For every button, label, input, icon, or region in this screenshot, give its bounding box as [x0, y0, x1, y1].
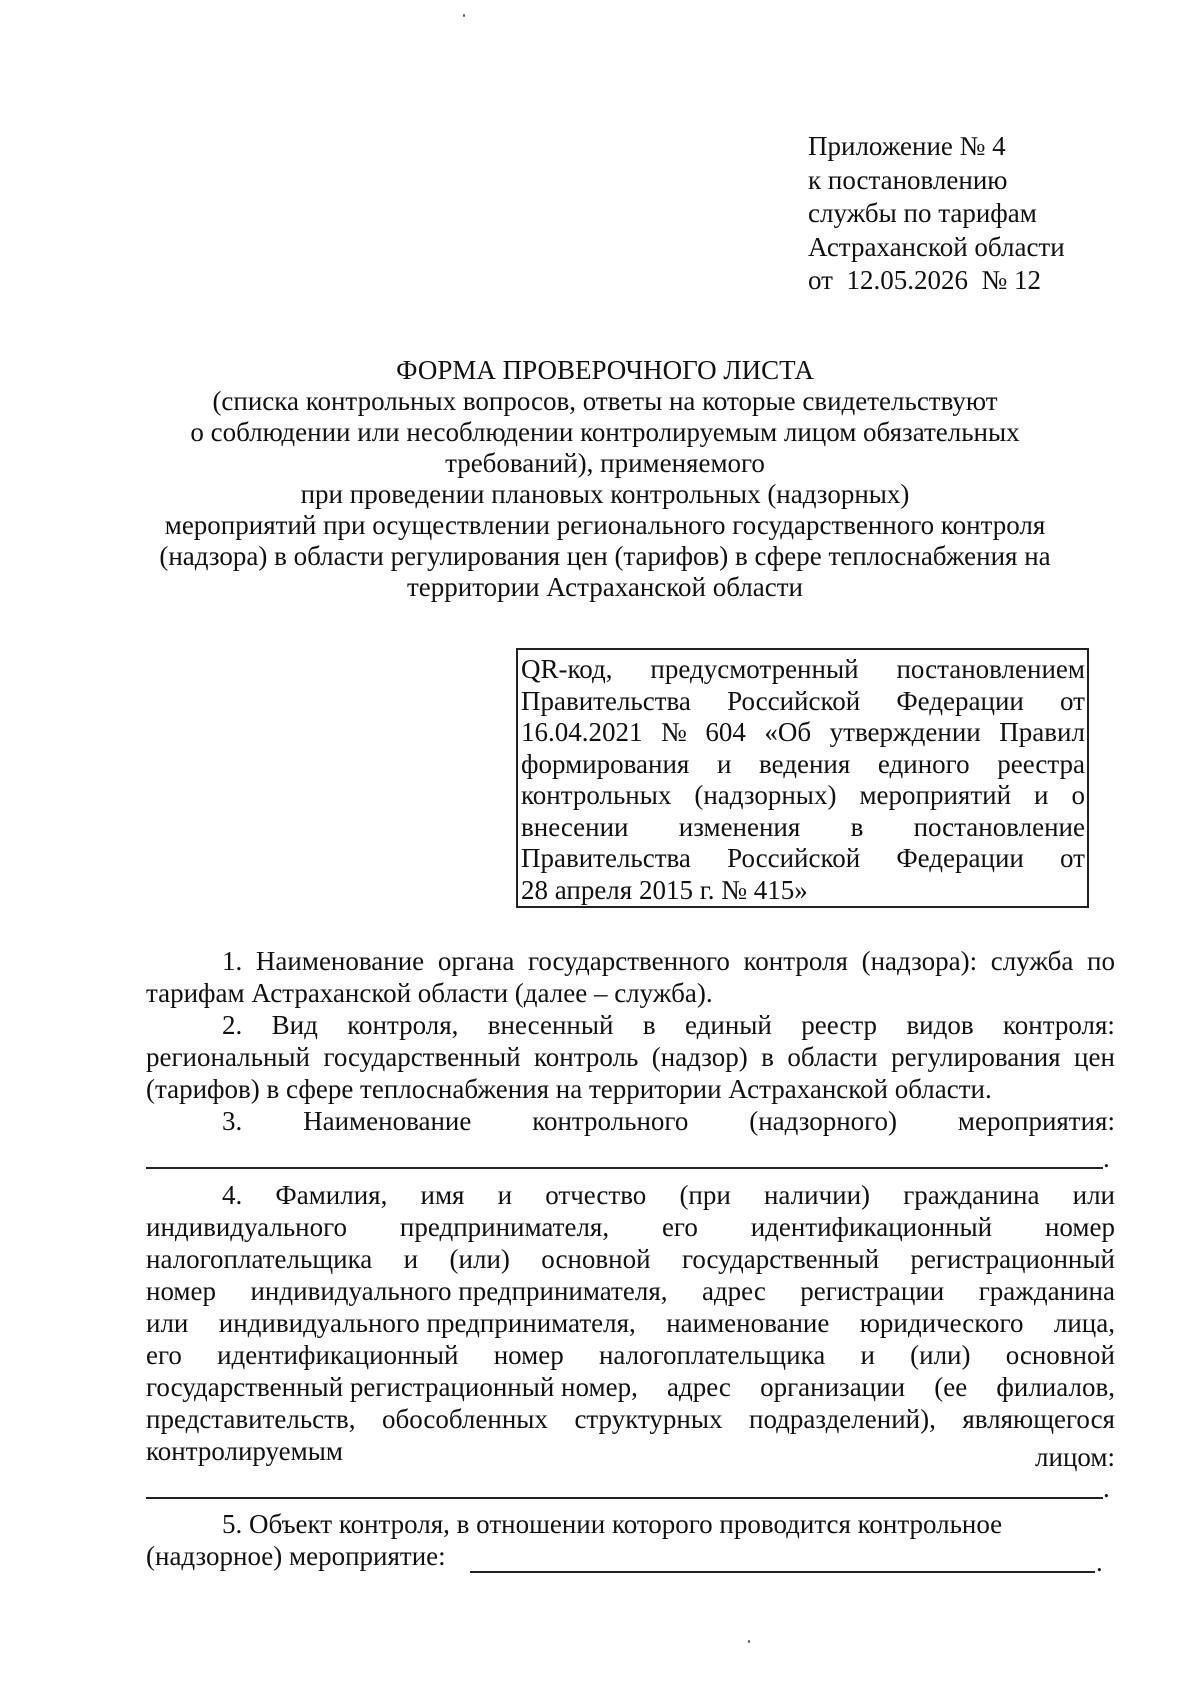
word: основной	[541, 1244, 651, 1274]
qr-word: предусмотренный	[650, 654, 859, 684]
word: по	[1087, 946, 1115, 976]
word: государственный	[323, 1042, 521, 1072]
word: идентификационный	[217, 1340, 459, 1370]
appendix-line: Астраханской области	[808, 231, 1065, 262]
qr-line	[521, 654, 1085, 686]
word: юридического	[859, 1308, 1024, 1338]
qr-word: изменения	[678, 811, 801, 842]
item-5-line	[146, 1541, 1115, 1572]
qr-word: (надзорных)	[694, 780, 837, 810]
word: 4.	[222, 1180, 243, 1210]
item-4-line	[146, 1372, 1115, 1403]
qr-code-box	[516, 648, 1089, 908]
word: номер	[1044, 1212, 1115, 1242]
qr-word: формирования	[521, 748, 690, 779]
period: .	[1103, 1473, 1110, 1503]
qr-word: от	[1060, 685, 1085, 716]
title-line: при проведении плановых контрольных (надзорных)	[300, 479, 910, 509]
title-line: требований), применяемого	[445, 448, 765, 478]
item-4-line	[146, 1404, 1115, 1435]
word: мероприятия:	[957, 1106, 1115, 1136]
word: наименование	[666, 1308, 830, 1338]
item-4-line	[222, 1180, 1115, 1211]
word: регулирования	[891, 1042, 1061, 1072]
item-4-line	[146, 1308, 1115, 1339]
word: структурных	[574, 1404, 723, 1434]
word: (ее	[934, 1372, 968, 1402]
word: (надзорного)	[749, 1106, 898, 1136]
word: контрольного	[532, 1106, 689, 1136]
qr-word: Федерации	[896, 685, 1024, 716]
word: в	[761, 1042, 774, 1072]
word: видов	[906, 1010, 974, 1040]
period: .	[1103, 1143, 1110, 1173]
word: служба	[990, 946, 1074, 976]
item-2-line	[146, 1074, 1115, 1105]
qr-word: QR-код,	[521, 654, 613, 684]
qr-line	[521, 749, 1085, 781]
word: контроля	[743, 946, 848, 976]
word: внесенный	[487, 1010, 614, 1040]
item-4-line	[146, 1244, 1115, 1275]
word: регистрации	[800, 1276, 945, 1306]
qr-word: Правительства	[521, 685, 691, 716]
word: (надзор)	[651, 1042, 748, 1072]
word: наличии)	[763, 1180, 871, 1210]
title-line: (списка контрольных вопросов, ответы на которые свидетельствуют	[212, 386, 998, 416]
qr-word: №	[661, 717, 687, 747]
word: предпринимателя,	[399, 1212, 610, 1242]
text: (надзорное) мероприятие:	[146, 1541, 446, 1571]
word: гражданина	[978, 1276, 1115, 1306]
word: представительств,	[146, 1404, 356, 1434]
qr-word: ведения	[759, 748, 851, 779]
word: Наименование	[303, 1106, 472, 1136]
word: контроля,	[347, 1010, 459, 1040]
qr-word: Правил	[999, 717, 1085, 747]
word: (или)	[910, 1340, 971, 1370]
word: филиалов,	[996, 1372, 1115, 1402]
word: гражданина	[903, 1180, 1040, 1210]
text: 5. Объект контроля, в отношении которого проводится контрольное	[222, 1509, 1003, 1539]
qr-line	[521, 875, 1085, 907]
word: 1.	[222, 946, 243, 976]
item-4-line	[146, 1212, 1115, 1243]
qr-word: постановлением	[896, 654, 1085, 684]
appendix-line: службы по тарифам	[808, 198, 1037, 228]
word: (при	[679, 1180, 731, 1210]
word: идентификационный	[750, 1212, 993, 1242]
item-2-line	[222, 1010, 1115, 1041]
fill-in-line[interactable]	[146, 1167, 1103, 1169]
title-line: мероприятий при осуществлении регионального государственного контроля	[164, 510, 1046, 540]
word: налогоплательщика	[598, 1340, 826, 1370]
word: Вид	[271, 1010, 318, 1040]
qr-word: Правительства	[521, 843, 691, 873]
qr-word: реестра	[997, 748, 1085, 779]
qr-word: постановление	[913, 811, 1085, 842]
qr-line	[521, 812, 1085, 844]
item-4-line	[146, 1436, 1115, 1473]
qr-word: Российской	[727, 685, 861, 716]
word: контроль	[534, 1042, 639, 1072]
word: и	[497, 1180, 513, 1210]
word: организации	[760, 1372, 906, 1402]
word: лица,	[1053, 1308, 1115, 1338]
item-2-line	[146, 1042, 1115, 1073]
document-title	[130, 355, 1080, 603]
item-3-line	[222, 1106, 1115, 1137]
word: единый	[685, 1010, 772, 1040]
word: реестр	[801, 1010, 878, 1040]
word: обособленных	[381, 1404, 548, 1434]
word: органа	[437, 946, 515, 976]
word: региональный	[146, 1042, 311, 1072]
word: или	[146, 1308, 189, 1338]
word: 3.	[222, 1106, 243, 1136]
word: 2.	[222, 1010, 243, 1040]
qr-word: о	[1071, 780, 1085, 810]
qr-word: мероприятий	[859, 780, 1012, 810]
qr-word: и	[1034, 780, 1049, 810]
title-line: (надзора) в области регулирования цен (тарифов) в сфере теплоснабжения на	[159, 541, 1051, 571]
item-4-line	[146, 1340, 1115, 1371]
word: государственный	[681, 1244, 880, 1274]
word: и	[403, 1244, 419, 1274]
title-line: территории Астраханской области	[406, 572, 803, 602]
word: адрес	[667, 1372, 731, 1402]
word: цен	[1074, 1042, 1115, 1072]
fill-in-line[interactable]	[470, 1571, 1095, 1573]
item-4-line	[146, 1276, 1115, 1307]
word: лицом:	[1035, 1442, 1115, 1472]
period: .	[1096, 1547, 1103, 1577]
item-1-line	[146, 978, 1115, 1009]
word: налогоплательщика	[146, 1244, 373, 1274]
qr-word: и	[716, 748, 732, 779]
word: имя	[420, 1180, 465, 1210]
fill-in-line[interactable]	[146, 1497, 1103, 1499]
word: Наименование	[255, 946, 425, 976]
word: индивидуального предпринимателя,	[250, 1276, 668, 1306]
word: индивидуального	[146, 1212, 348, 1242]
word: в	[642, 1010, 656, 1040]
qr-line	[521, 686, 1085, 718]
text: тарифам Астраханской области (далее – служба).	[146, 978, 713, 1008]
qr-word: внесении	[521, 811, 629, 842]
word: номер	[146, 1276, 217, 1306]
qr-line	[521, 843, 1085, 875]
qr-word: в	[850, 811, 864, 842]
qr-line	[521, 780, 1085, 812]
appendix-line: от 12.05.2026 № 12	[808, 265, 1041, 295]
word: государственный регистрационный номер,	[146, 1372, 638, 1402]
appendix-header	[808, 130, 1065, 298]
word: его	[146, 1340, 182, 1370]
word: регистрационный	[910, 1244, 1115, 1274]
item-1-line	[222, 946, 1115, 977]
word: и	[860, 1340, 875, 1370]
word: основной	[1005, 1340, 1115, 1370]
scan-speck	[748, 1640, 750, 1643]
word: (или)	[449, 1244, 510, 1274]
word: (надзора):	[861, 946, 978, 976]
word: его	[661, 1212, 698, 1242]
qr-word: 16.04.2021	[521, 717, 643, 747]
qr-word: «Об	[764, 717, 812, 747]
word: контроля:	[1003, 1010, 1115, 1040]
word: подразделений),	[749, 1404, 936, 1434]
word: индивидуального предпринимателя,	[218, 1308, 636, 1338]
qr-word: единого	[877, 748, 970, 779]
word: номер	[493, 1340, 564, 1370]
qr-word: Российской	[727, 843, 861, 873]
word: Фамилия,	[275, 1180, 388, 1210]
qr-word: контрольных	[521, 780, 672, 810]
title-heading: ФОРМА ПРОВЕРОЧНОГО ЛИСТА	[396, 355, 814, 385]
word: или	[1072, 1180, 1115, 1210]
word: адрес	[701, 1276, 766, 1306]
item-5-line	[222, 1509, 1115, 1540]
scan-speck	[463, 14, 465, 17]
word: государственного	[527, 946, 730, 976]
qr-word: утверждении	[829, 717, 981, 747]
qr-word: Федерации	[896, 843, 1024, 873]
appendix-line: Приложение № 4	[808, 131, 1006, 161]
title-line: о соблюдении или несоблюдении контролируемым лицом обязательных	[190, 417, 1020, 447]
qr-word: 28 апреля 2015 г. № 415»	[521, 874, 808, 905]
word: являющегося	[962, 1404, 1115, 1434]
qr-line	[521, 717, 1085, 749]
qr-word: 604	[705, 717, 746, 747]
text: (тарифов) в сфере теплоснабжения на территории Астраханской области.	[146, 1074, 992, 1104]
word: контролируемым	[146, 1436, 343, 1466]
word: отчество	[545, 1180, 647, 1210]
appendix-line: к постановлению	[808, 164, 1008, 195]
word: области	[787, 1042, 878, 1072]
qr-word: от	[1060, 843, 1085, 873]
